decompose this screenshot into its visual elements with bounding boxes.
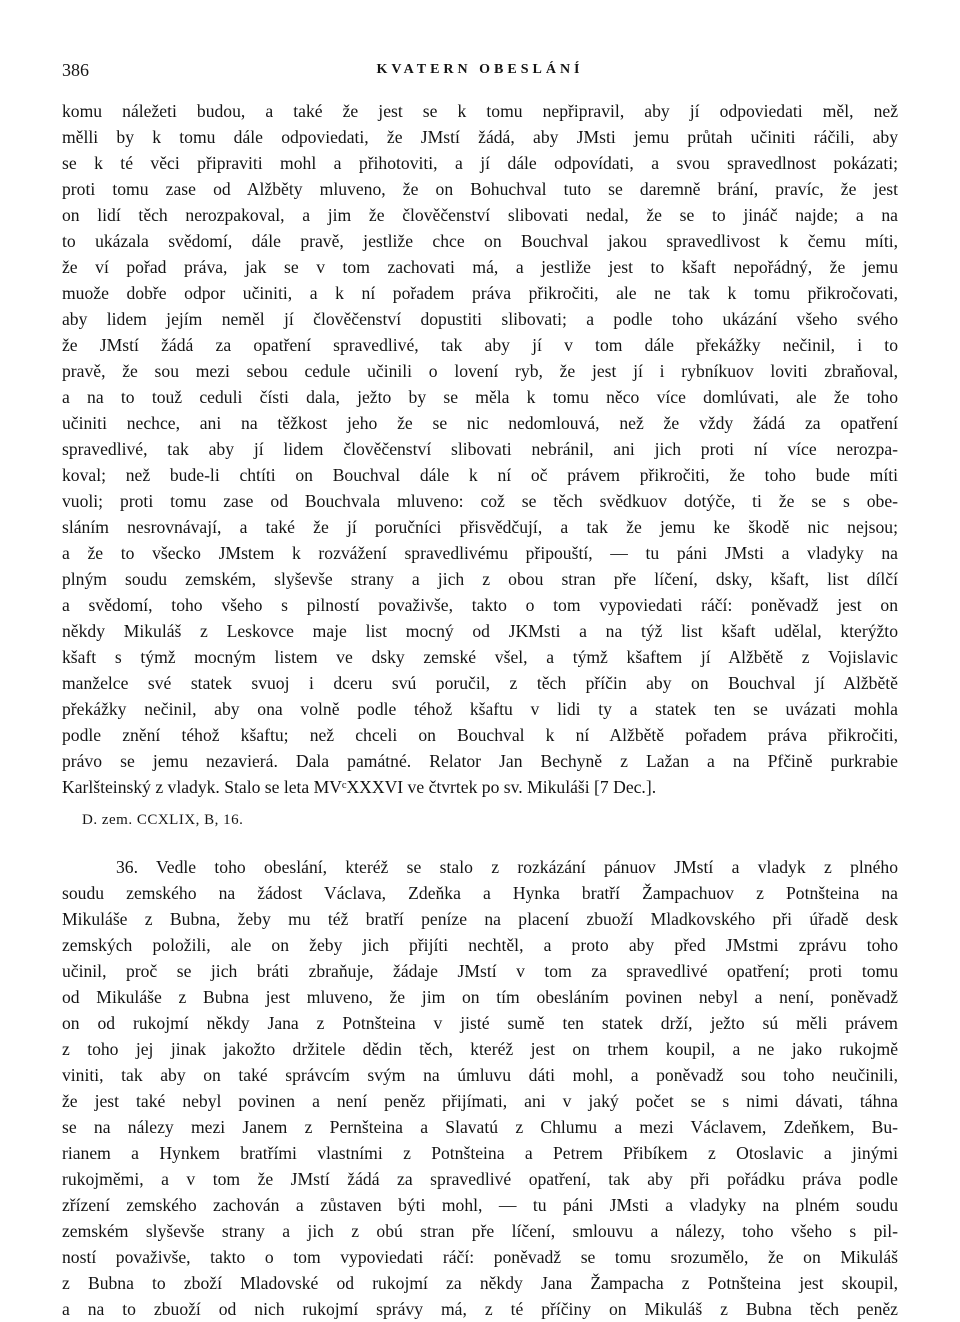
- text-line: zemských položili, ale on žeby jich přijíti nechtěl, a proto aby před JMstmi zprávu toho: [62, 935, 898, 955]
- text-line: komu náležeti budou, a také že jest se k tomu nepřipravil, aby jí odpoviedati měl, než: [62, 101, 898, 121]
- text-line: aby lidem jejím neměl jí člověčenství dopustiti slibovati; a podle toho ukázání všeho svého: [62, 309, 898, 329]
- text-line: Karlšteinský z vladyk. Stalo se leta MVᶜXXXVI ve čtvrtek po sv. Mikuláši [7 Dec.].: [62, 777, 657, 797]
- text-line: to ukázala svědomí, dále pravě, jestliže chce on Bouchval jakou spravedlivost k čemu míti,: [62, 231, 898, 251]
- text-line: a že to všecko JMstem k rozvážení spravedlivému připouští, — tu páni JMsti a vladyky na: [62, 543, 898, 563]
- source-note: D. zem. CCXLIX, B, 16.: [82, 812, 244, 828]
- text-line: z toho jej jinak jakožto držitele dědin těch, kteréž jest on trhem koupil, a ne jako rukojmě: [62, 1039, 898, 1059]
- text-line: mělli by k tomu dále odpoviedati, že JMstí žádá, aby JMsti jemu průtah učiniti ráčili, aby: [62, 127, 898, 147]
- page-header: [62, 60, 898, 84]
- text-line: on lidí těch nerozpakoval, a jim že člověčenství slibovati nedal, že se to jináč najde; a na: [62, 205, 898, 225]
- text-line: že ví pořad práva, jak se v tom zachovati má, a jestliže jest to kšaft nepořádný, že jemu: [62, 257, 898, 277]
- page-number: 386: [62, 60, 89, 80]
- text-line: právo se jemu nezavierá. Dala památné. Relator Jan Bechyně z Lažan a na Pfčině purkrabie: [62, 751, 898, 771]
- text-line: z Bubna to zboží Mladovské od rukojmí za někdy Jana Žampacha z Potnšteina jest skoupil,: [62, 1273, 898, 1293]
- text-line: on od rukojmí někdy Jana z Potnšteina v jisté sumě ten statek drží, ježto sú měli právem: [62, 1013, 898, 1033]
- text-line: že JMstí žádá za opatření spravedlivé, tak aby jí v tom dále překážky nečinil, i to: [62, 335, 898, 355]
- text-line: a svědomí, toho všeho s pilností považivše, takto o tom vypoviedati ráčí: poněvadž jest on: [62, 595, 898, 615]
- paragraph-1: [62, 98, 898, 800]
- text-line: Mikuláše z Bubna, žeby mu též bratří peníze na placení zbuoží Mladkovského při úřadě desk: [62, 909, 898, 929]
- text-line: se na nálezy mezi Janem z Pernšteina a Slavatú z Chlumu a mezi Václavem, Zdeňkem, Bu-: [62, 1117, 898, 1137]
- text-line: rianem a Hynkem bratřími vlastními z Potnšteina a Petrem Přibíkem z Otoslavic a jinými: [62, 1143, 898, 1163]
- text-line: sláním nesrovnávají, a také že jí poručníci přisvědčují, a tak že jemu ke škodě nic nejsou;: [62, 517, 898, 537]
- text-line: spravedlivé, tak aby jí lidem člověčenství slibovati nebránil, ani jich proti ní více nerozpa-: [62, 439, 898, 459]
- text-line: se k té věci připraviti mohl a přihotoviti, a jí dále odpovídati, a svou spravedlnost pokázati;: [62, 153, 898, 173]
- text-line: a na to touž ceduli čísti dala, ježto by se měla k tomu něco více domlúvati, ale že toho: [62, 387, 898, 407]
- text-line: zemském slyševše strany a jich z obú stran pře líčení, smlouvu a nálezy, toho všeho s pil-: [62, 1221, 898, 1241]
- running-title: KVATERN OBESLÁNÍ: [376, 62, 584, 77]
- text-line: ností považivše, takto o tom vypoviedati ráčí: poněvadž se tomu srozumělo, že on Mikuláš: [62, 1247, 898, 1267]
- text-line: kšaft s týmž mocným listem ve dsky zemské všel, a týmž kšaftem jí Alžbětě z Vojislavic: [62, 647, 898, 667]
- text-line: proti tomu zase od Alžběty mluveno, že on Bohuchval tuto se daremně brání, pravíc, že jest: [62, 179, 898, 199]
- text-line: že jest také nebyl povinen a není peněz přijímati, ani v jaký počet se s nimi dávati, táhna: [62, 1091, 898, 1111]
- text-line: viniti, tak aby on také správcím svým na úmluvu dáti mohl, a poněvadž sou toho neučinili,: [62, 1065, 898, 1085]
- text-line: od Mikuláše z Bubna jest mluveno, že jim on tím obesláním povinen nebyl a není, poněvadž: [62, 987, 898, 1007]
- paragraph-gap: [62, 840, 898, 854]
- text-line: plným soudu zemském, slyševše strany a jich z obou stran pře líčení, dsky, kšaft, list dílčí: [62, 569, 898, 589]
- text-line: muože dobře odpor učiniti, a k ní pořadem práva přikročiti, ale ne tak k tomu přikročovati,: [62, 283, 898, 303]
- body-text: [62, 98, 898, 1322]
- text-line: učinil, proč se jich bráti zbraňuje, žádaje JMstí v tom za spravedlivé opatření; proti tomu: [62, 961, 898, 981]
- text-line: soudu zemského na žádost Václava, Zdeňka a Hynka bratří Žampachuov z Potnšteina na: [62, 883, 898, 903]
- text-line: manželce své statek svuoj i dceru svú poručil, z těch příčin aby on Bouchval jí Alžbětě: [62, 673, 898, 693]
- text-line: překážky nečinil, aby ona volně podle téhož kšaftu v lidi ty a statek ten se uvázati mohla: [62, 699, 898, 719]
- text-line: podle znění téhož kšaftu; než chceli on Bouchval k ní Alžbětě pořadem práva přikročiti,: [62, 725, 898, 745]
- text-line: vuoli; proti tomu zase od Bouchvala mluveno: což se těch svědkuov dotýče, ti že se s obe-: [62, 491, 898, 511]
- text-line: a na to zbuoží od nich rukojmí správy má, z té příčiny on Mikuláš z Bubna těch peněz: [62, 1299, 898, 1319]
- text-line: 36. Vedle toho obeslání, kteréž se stalo z rozkázání pánuov JMstí a vladyk z plného: [116, 857, 898, 877]
- text-line: rukojměmi, a v tom že JMstí žádá za spravedlivé opatření, tak aby při pořádku práva podle: [62, 1169, 898, 1189]
- text-line: koval; než bude-li chtíti on Bouchval dále k ní oč právem přikročiti, že toho bude míti: [62, 465, 898, 485]
- text-line: někdy Mikuláš z Leskovce maje list mocný od JKMsti a na týž list kšaft udělal, kterýžto: [62, 621, 898, 641]
- paragraph-2: [62, 854, 898, 1322]
- text-line: učiniti nechce, ani na těžkost jeho že se nic nedomlouvá, než že vždy žádá za opatření: [62, 413, 898, 433]
- text-line: zřízení zemského zachován a zůstaven býti mohl, — tu páni JMsti a vladyky na plném soudu: [62, 1195, 898, 1215]
- text-line: pravě, že sou mezi sebou cedule učinili o lovení ryb, že jest jí i rybníkuov loviti zbraňoval,: [62, 361, 898, 381]
